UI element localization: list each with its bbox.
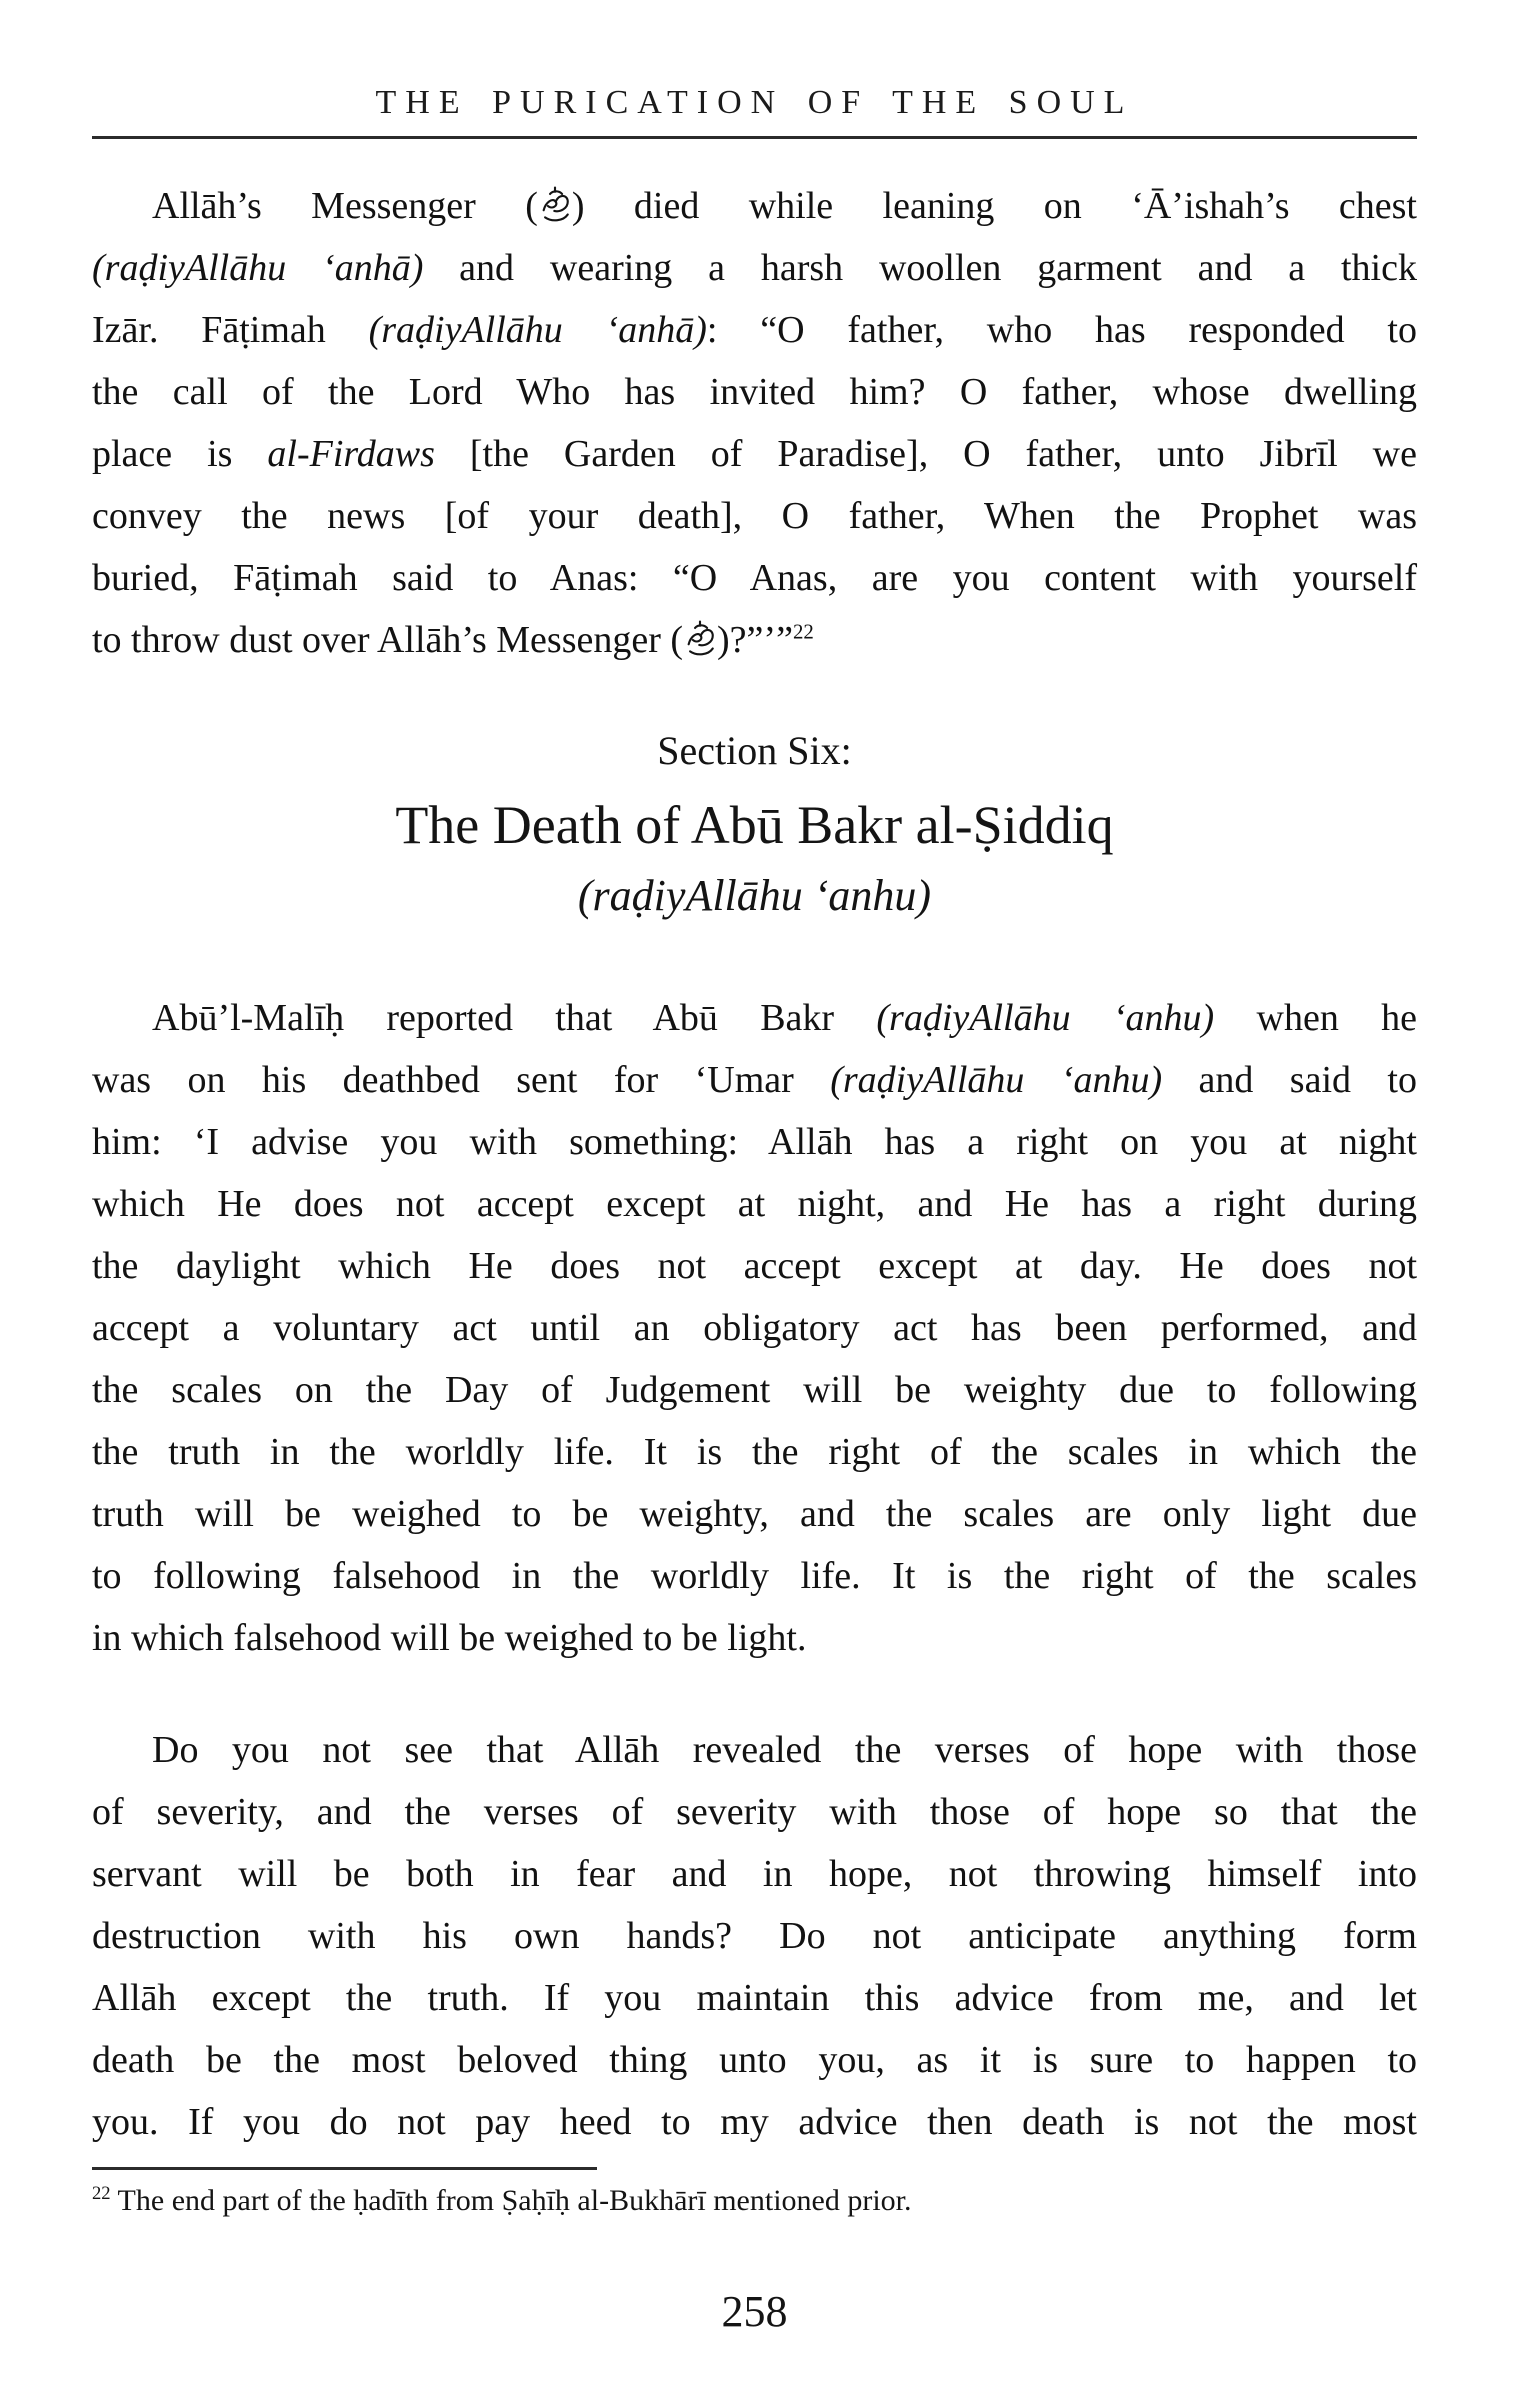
page-content: [92, 0, 1417, 2337]
sallallahu-alayhi-wa-sallam-calligraphy-icon: [538, 186, 572, 226]
text-line: [92, 1905, 1417, 1967]
paragraph-abu-bakr-advice: [92, 987, 1417, 1669]
text-segment: Do you not see that Allāh revealed the verses of hope with those: [152, 1729, 1417, 1771]
text-segment: : “O father, who has responded to: [706, 309, 1417, 351]
text-segment: to throw dust over Allāh’s Messenger (: [92, 619, 684, 661]
text-segment: (raḍiyAllāhu ‘anhu): [876, 997, 1215, 1039]
text-line: [92, 1235, 1417, 1297]
text-segment: the daylight which He does not accept except at day. He does not: [92, 1245, 1417, 1287]
text-segment: Abū’l-Malīḥ reported that Abū Bakr: [152, 997, 877, 1039]
text-segment: the call of the Lord Who has invited him? O father, whose dwelling: [92, 371, 1417, 413]
text-line: [92, 609, 1417, 671]
text-line: [92, 361, 1417, 423]
text-segment: Izār. Fāṭimah: [92, 309, 369, 351]
text-segment: destruction with his own hands? Do not anticipate anything form: [92, 1915, 1417, 1957]
footnote: [92, 2180, 1417, 2222]
text-segment: convey the news [of your death], O father, When the Prophet was: [92, 495, 1417, 537]
text-segment: and wearing a harsh woollen garment and a thick: [423, 247, 1417, 289]
text-segment: death be the most beloved thing unto you, as it is sure to happen to: [92, 2039, 1417, 2081]
text-segment: servant will be both in fear and in hope, not throwing himself into: [92, 1853, 1417, 1895]
text-segment: the truth in the worldly life. It is the right of the scales in which the: [92, 1431, 1417, 1473]
text-segment: Allāh except the truth. If you maintain this advice from me, and let: [92, 1977, 1417, 2019]
footnote-marker: 22: [92, 2183, 111, 2204]
section-heading: [92, 727, 1417, 923]
footnote-marker: 22: [792, 619, 814, 644]
page-number: 258: [721, 2287, 788, 2336]
text-segment: you. If you do not pay heed to my advice then death is not the most: [92, 2101, 1417, 2143]
text-line: [92, 485, 1417, 547]
text-line: [92, 1173, 1417, 1235]
text-segment: him: ‘I advise you with something: Allāh has a right on you at night: [92, 1121, 1417, 1163]
text-segment: )?”’”: [717, 619, 793, 661]
text-segment: place is: [92, 433, 268, 475]
running-header: THE PURICATION OF THE SOUL: [375, 84, 1134, 121]
text-segment: al-Firdaws: [267, 433, 435, 475]
text-segment: which He does not accept except at night, and He has a right during: [92, 1183, 1417, 1225]
text-line: [92, 1111, 1417, 1173]
text-line: [92, 1607, 1417, 1669]
text-segment: when he: [1214, 997, 1417, 1039]
section-title: The Death of Abū Bakr al-Ṣiddiq: [395, 795, 1114, 855]
text-line: [92, 1967, 1417, 2029]
text-line: [92, 1297, 1417, 1359]
text-segment: The end part of the ḥadīth from Ṣaḥīḥ al-Bukhārī mentioned prior.: [110, 2184, 912, 2217]
paragraph-hope-and-severity: [92, 1719, 1417, 2153]
text-segment: (raḍiyAllāhu ‘anhu): [830, 1059, 1163, 1101]
text-segment: truth will be weighed to be weighty, and the scales are only light due: [92, 1493, 1417, 1535]
text-line: [92, 237, 1417, 299]
text-line: [92, 1719, 1417, 1781]
text-segment: and said to: [1162, 1059, 1417, 1101]
sallallahu-alayhi-wa-sallam-calligraphy-icon: [683, 620, 717, 660]
text-line: [92, 423, 1417, 485]
text-line: [92, 2029, 1417, 2091]
text-line: [92, 1049, 1417, 1111]
text-line: [92, 987, 1417, 1049]
text-line: [92, 1483, 1417, 1545]
text-line: [92, 175, 1417, 237]
text-segment: ) died while leaning on ‘Ā’ishah’s chest: [571, 185, 1417, 227]
header-rule: [92, 136, 1417, 139]
text-line: [92, 299, 1417, 361]
paragraph-prophet-death: [92, 175, 1417, 671]
text-segment: buried, Fāṭimah said to Anas: “O Anas, are you content with yourself: [92, 557, 1417, 599]
text-line: [92, 547, 1417, 609]
footnote-rule: [92, 2167, 597, 2170]
text-segment: was on his deathbed sent for ‘Umar: [92, 1059, 831, 1101]
text-line: [92, 2091, 1417, 2153]
text-line: [92, 1421, 1417, 1483]
text-segment: the scales on the Day of Judgement will be weighty due to following: [92, 1369, 1417, 1411]
text-line: [92, 1359, 1417, 1421]
text-line: [92, 1545, 1417, 1607]
section-subtitle: (raḍiyAllāhu ‘anhu): [577, 871, 932, 920]
text-segment: (raḍiyAllāhu ‘anhā): [368, 309, 707, 351]
text-segment: to following falsehood in the worldly life. It is the right of the scales: [92, 1555, 1417, 1597]
text-line: [92, 1843, 1417, 1905]
section-label: Section Six:: [657, 728, 852, 773]
text-segment: [the Garden of Paradise], O father, unto Jibrīl we: [434, 433, 1417, 475]
text-segment: Allāh’s Messenger (: [152, 185, 538, 227]
text-segment: (raḍiyAllāhu ‘anhā): [92, 247, 424, 289]
text-segment: of severity, and the verses of severity with those of hope so that the: [92, 1791, 1417, 1833]
text-segment: in which falsehood will be weighed to be light.: [92, 1617, 807, 1659]
text-segment: accept a voluntary act until an obligatory act has been performed, and: [92, 1307, 1417, 1349]
text-line: [92, 1781, 1417, 1843]
